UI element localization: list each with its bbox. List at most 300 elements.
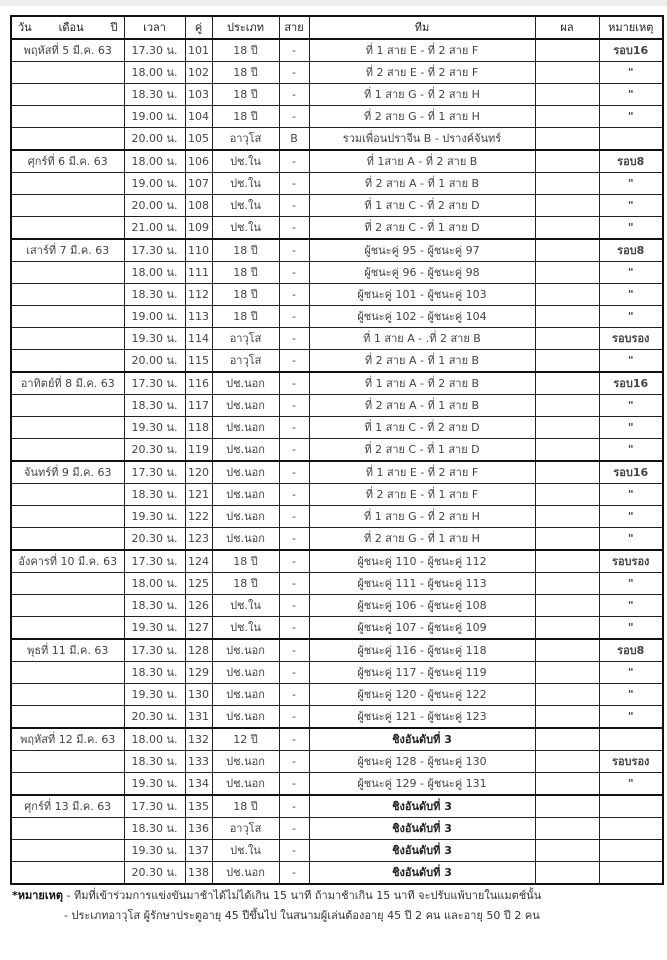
result-cell xyxy=(535,706,599,729)
teams-cell: ผู้ชนะคู่ 121 - ผู้ชนะคู่ 123 xyxy=(309,706,535,729)
pair-number-cell: 103 xyxy=(185,84,212,106)
time-cell: 19.30 น. xyxy=(124,506,185,528)
date-cell xyxy=(11,840,124,862)
table-row xyxy=(11,62,663,84)
category-cell: 18 ปี xyxy=(212,84,279,106)
date-cell: เสาร์ที่ 7 มี.ค. 63 xyxy=(11,239,124,262)
group-line-cell: - xyxy=(279,550,309,573)
pair-number-cell: 105 xyxy=(185,128,212,151)
table-row xyxy=(11,506,663,528)
result-cell xyxy=(535,461,599,484)
time-cell: 18.30 น. xyxy=(124,751,185,773)
teams-cell: ที่ 1 สาย A - .ที่ 2 สาย B xyxy=(309,328,535,350)
group-line-cell: - xyxy=(279,773,309,796)
note-cell: " xyxy=(599,417,663,439)
note-cell: " xyxy=(599,484,663,506)
table-row xyxy=(11,372,663,395)
pair-number-cell: 122 xyxy=(185,506,212,528)
date-cell: พฤหัสที่ 12 มี.ค. 63 xyxy=(11,728,124,751)
group-line-cell: B xyxy=(279,128,309,151)
pair-number-cell: 101 xyxy=(185,39,212,62)
date-cell: พฤหัสที่ 5 มี.ค. 63 xyxy=(11,39,124,62)
date-cell xyxy=(11,195,124,217)
category-cell: 18 ปี xyxy=(212,62,279,84)
footnote-line-1 xyxy=(12,886,662,906)
time-cell: 17.30 น. xyxy=(124,550,185,573)
group-line-cell: - xyxy=(279,395,309,417)
table-row xyxy=(11,706,663,729)
result-cell xyxy=(535,639,599,662)
table-row xyxy=(11,595,663,617)
teams-cell: รวมเพื่อนปราจีน B - ปรางค์จันทร์ xyxy=(309,128,535,151)
table-row xyxy=(11,395,663,417)
result-cell xyxy=(535,840,599,862)
teams-cell: ผู้ชนะคู่ 101 - ผู้ชนะคู่ 103 xyxy=(309,284,535,306)
result-cell xyxy=(535,128,599,151)
category-cell: ปช.นอก xyxy=(212,395,279,417)
time-cell: 20.30 น. xyxy=(124,439,185,462)
note-cell: " xyxy=(599,573,663,595)
teams-cell: ที่ 1 สาย G - ที่ 2 สาย H xyxy=(309,84,535,106)
teams-cell: ที่ 1 สาย A - ที่ 2 สาย B xyxy=(309,372,535,395)
pair-number-cell: 128 xyxy=(185,639,212,662)
date-cell: อาทิตย์ที่ 8 มี.ค. 63 xyxy=(11,372,124,395)
note-cell: " xyxy=(599,62,663,84)
header-time: เวลา xyxy=(124,16,185,39)
date-cell xyxy=(11,751,124,773)
result-cell xyxy=(535,595,599,617)
teams-cell: ที่ 1 สาย C - ที่ 2 สาย D xyxy=(309,417,535,439)
group-line-cell: - xyxy=(279,639,309,662)
table-row xyxy=(11,239,663,262)
pair-number-cell: 113 xyxy=(185,306,212,328)
pair-number-cell: 133 xyxy=(185,751,212,773)
note-cell: รอบ8 xyxy=(599,150,663,173)
teams-cell: ผู้ชนะคู่ 120 - ผู้ชนะคู่ 122 xyxy=(309,684,535,706)
result-cell xyxy=(535,195,599,217)
result-cell xyxy=(535,751,599,773)
teams-cell: ผู้ชนะคู่ 111 - ผู้ชนะคู่ 113 xyxy=(309,573,535,595)
date-cell xyxy=(11,306,124,328)
group-line-cell: - xyxy=(279,728,309,751)
result-cell xyxy=(535,217,599,240)
pair-number-cell: 135 xyxy=(185,795,212,818)
time-cell: 19.30 น. xyxy=(124,773,185,796)
table-row xyxy=(11,528,663,551)
result-cell xyxy=(535,262,599,284)
pair-number-cell: 137 xyxy=(185,840,212,862)
category-cell: ปช.นอก xyxy=(212,439,279,462)
header-date-year: ปี xyxy=(110,21,118,34)
date-cell xyxy=(11,484,124,506)
category-cell: ปช.นอก xyxy=(212,706,279,729)
date-cell xyxy=(11,106,124,128)
group-line-cell: - xyxy=(279,461,309,484)
result-cell xyxy=(535,84,599,106)
group-line-cell: - xyxy=(279,328,309,350)
category-cell: อาวุโส xyxy=(212,818,279,840)
date-cell: จันทร์ที่ 9 มี.ค. 63 xyxy=(11,461,124,484)
date-cell: อังคารที่ 10 มี.ค. 63 xyxy=(11,550,124,573)
date-cell xyxy=(11,617,124,640)
pair-number-cell: 136 xyxy=(185,818,212,840)
match-schedule-table xyxy=(10,15,664,885)
group-line-cell: - xyxy=(279,862,309,885)
time-cell: 17.30 น. xyxy=(124,39,185,62)
pair-number-cell: 126 xyxy=(185,595,212,617)
result-cell xyxy=(535,728,599,751)
note-cell: " xyxy=(599,773,663,796)
time-cell: 18.30 น. xyxy=(124,84,185,106)
result-cell xyxy=(535,62,599,84)
group-line-cell: - xyxy=(279,840,309,862)
category-cell: ปช.นอก xyxy=(212,662,279,684)
group-line-cell: - xyxy=(279,439,309,462)
time-cell: 17.30 น. xyxy=(124,372,185,395)
time-cell: 19.00 น. xyxy=(124,106,185,128)
group-line-cell: - xyxy=(279,217,309,240)
date-cell xyxy=(11,328,124,350)
teams-cell: ผู้ชนะคู่ 96 - ผู้ชนะคู่ 98 xyxy=(309,262,535,284)
pair-number-cell: 124 xyxy=(185,550,212,573)
category-cell: ปช.นอก xyxy=(212,417,279,439)
group-line-cell: - xyxy=(279,106,309,128)
pair-number-cell: 134 xyxy=(185,773,212,796)
category-cell: ปช.ใน xyxy=(212,173,279,195)
date-cell xyxy=(11,173,124,195)
table-row xyxy=(11,751,663,773)
category-cell: ปช.นอก xyxy=(212,484,279,506)
pair-number-cell: 132 xyxy=(185,728,212,751)
header-type: ประเภท xyxy=(212,16,279,39)
teams-cell: ชิงอันดับที่ 3 xyxy=(309,795,535,818)
result-cell xyxy=(535,662,599,684)
category-cell: ปช.นอก xyxy=(212,684,279,706)
note-cell xyxy=(599,818,663,840)
result-cell xyxy=(535,617,599,640)
result-cell xyxy=(535,395,599,417)
note-cell: " xyxy=(599,306,663,328)
time-cell: 17.30 น. xyxy=(124,461,185,484)
footnote-line-2 xyxy=(12,906,662,926)
table-row xyxy=(11,284,663,306)
note-cell: " xyxy=(599,595,663,617)
category-cell: ปช.ใน xyxy=(212,595,279,617)
pair-number-cell: 112 xyxy=(185,284,212,306)
table-row xyxy=(11,150,663,173)
note-cell: " xyxy=(599,173,663,195)
teams-cell: ชิงอันดับที่ 3 xyxy=(309,818,535,840)
teams-cell: ชิงอันดับที่ 3 xyxy=(309,728,535,751)
footnote-text-1: - ทีมที่เข้าร่วมการแข่งขันมาช้าได้ไม่ได้เกิน 15 นาที ถ้ามาช้าเกิน 15 นาที จะปรับแพ้บายในแมตช์นั้น xyxy=(66,889,542,902)
category-cell: ปช.นอก xyxy=(212,862,279,885)
result-cell xyxy=(535,284,599,306)
table-row xyxy=(11,484,663,506)
teams-cell: ผู้ชนะคู่ 117 - ผู้ชนะคู่ 119 xyxy=(309,662,535,684)
time-cell: 19.30 น. xyxy=(124,417,185,439)
note-cell: รอบ8 xyxy=(599,639,663,662)
time-cell: 20.00 น. xyxy=(124,195,185,217)
teams-cell: ที่ 2 สาย G - ที่ 1 สาย H xyxy=(309,106,535,128)
date-cell: ศุกร์ที่ 6 มี.ค. 63 xyxy=(11,150,124,173)
date-cell xyxy=(11,595,124,617)
pair-number-cell: 108 xyxy=(185,195,212,217)
table-row xyxy=(11,84,663,106)
date-cell xyxy=(11,350,124,373)
date-cell xyxy=(11,506,124,528)
teams-cell: ที่ 2 สาย C - ที่ 1 สาย D xyxy=(309,439,535,462)
pair-number-cell: 102 xyxy=(185,62,212,84)
date-cell xyxy=(11,662,124,684)
table-row xyxy=(11,217,663,240)
pair-number-cell: 106 xyxy=(185,150,212,173)
time-cell: 20.00 น. xyxy=(124,128,185,151)
pair-number-cell: 120 xyxy=(185,461,212,484)
header-result: ผล xyxy=(535,16,599,39)
group-line-cell: - xyxy=(279,84,309,106)
time-cell: 17.30 น. xyxy=(124,639,185,662)
top-margin-strip xyxy=(0,0,667,6)
category-cell: 12 ปี xyxy=(212,728,279,751)
group-line-cell: - xyxy=(279,350,309,373)
teams-cell: ชิงอันดับที่ 3 xyxy=(309,862,535,885)
pair-number-cell: 117 xyxy=(185,395,212,417)
teams-cell: ชิงอันดับที่ 3 xyxy=(309,840,535,862)
note-cell: " xyxy=(599,617,663,640)
header-pair: คู่ xyxy=(185,16,212,39)
time-cell: 18.00 น. xyxy=(124,62,185,84)
note-cell: " xyxy=(599,439,663,462)
result-cell xyxy=(535,239,599,262)
table-row xyxy=(11,128,663,151)
table-row xyxy=(11,617,663,640)
category-cell: ปช.นอก xyxy=(212,528,279,551)
footnote-label: *หมายเหตุ xyxy=(12,889,64,902)
time-cell: 20.30 น. xyxy=(124,528,185,551)
date-cell xyxy=(11,773,124,796)
pair-number-cell: 121 xyxy=(185,484,212,506)
footnote-text-2: - ประเภทอาวุโส ผู้รักษาประตูอายุ 45 ปีขึ้นไป ในสนามผู้เล่นต้องอายุ 45 ปี 2 คน และอายุ 50 ปี 2 คน xyxy=(64,909,540,922)
note-cell: รอบ16 xyxy=(599,372,663,395)
note-cell: " xyxy=(599,528,663,551)
time-cell: 19.30 น. xyxy=(124,684,185,706)
category-cell: ปช.ใน xyxy=(212,195,279,217)
group-line-cell: - xyxy=(279,150,309,173)
note-cell xyxy=(599,862,663,885)
table-row xyxy=(11,840,663,862)
note-cell: รอบ16 xyxy=(599,39,663,62)
date-cell: ศุกร์ที่ 13 มี.ค. 63 xyxy=(11,795,124,818)
category-cell: ปช.นอก xyxy=(212,461,279,484)
date-cell xyxy=(11,262,124,284)
note-cell: " xyxy=(599,284,663,306)
pair-number-cell: 115 xyxy=(185,350,212,373)
category-cell: 18 ปี xyxy=(212,262,279,284)
result-cell xyxy=(535,862,599,885)
result-cell xyxy=(535,550,599,573)
result-cell xyxy=(535,417,599,439)
teams-cell: ที่ 2 สาย E - ที่ 1 สาย F xyxy=(309,484,535,506)
table-row xyxy=(11,350,663,373)
note-cell: " xyxy=(599,506,663,528)
table-row xyxy=(11,639,663,662)
pair-number-cell: 104 xyxy=(185,106,212,128)
result-cell xyxy=(535,350,599,373)
group-line-cell: - xyxy=(279,62,309,84)
note-cell xyxy=(599,840,663,862)
pair-number-cell: 130 xyxy=(185,684,212,706)
time-cell: 18.30 น. xyxy=(124,484,185,506)
result-cell xyxy=(535,818,599,840)
note-cell: รอบรอง xyxy=(599,328,663,350)
teams-cell: ผู้ชนะคู่ 95 - ผู้ชนะคู่ 97 xyxy=(309,239,535,262)
result-cell xyxy=(535,372,599,395)
pair-number-cell: 127 xyxy=(185,617,212,640)
table-header-row xyxy=(11,16,663,39)
group-line-cell: - xyxy=(279,173,309,195)
time-cell: 19.30 น. xyxy=(124,617,185,640)
note-cell: " xyxy=(599,84,663,106)
table-row xyxy=(11,773,663,796)
time-cell: 18.30 น. xyxy=(124,595,185,617)
header-note: หมายเหตุ xyxy=(599,16,663,39)
time-cell: 17.30 น. xyxy=(124,239,185,262)
category-cell: ปช.นอก xyxy=(212,773,279,796)
header-date xyxy=(11,16,124,39)
table-row xyxy=(11,195,663,217)
date-cell xyxy=(11,417,124,439)
note-cell: " xyxy=(599,262,663,284)
group-line-cell: - xyxy=(279,595,309,617)
teams-cell: ผู้ชนะคู่ 106 - ผู้ชนะคู่ 108 xyxy=(309,595,535,617)
header-date-day: วัน xyxy=(18,21,32,34)
date-cell xyxy=(11,217,124,240)
time-cell: 20.30 น. xyxy=(124,706,185,729)
teams-cell: ที่ 2 สาย A - ที่ 1 สาย B xyxy=(309,350,535,373)
table-row xyxy=(11,818,663,840)
date-cell xyxy=(11,862,124,885)
date-cell xyxy=(11,62,124,84)
teams-cell: ที่ 1สาย A - ที่ 2 สาย B xyxy=(309,150,535,173)
time-cell: 19.00 น. xyxy=(124,306,185,328)
category-cell: ปช.ใน xyxy=(212,617,279,640)
teams-cell: ที่ 1 สาย G - ที่ 2 สาย H xyxy=(309,506,535,528)
group-line-cell: - xyxy=(279,417,309,439)
date-cell xyxy=(11,818,124,840)
date-cell xyxy=(11,573,124,595)
category-cell: ปช.นอก xyxy=(212,372,279,395)
result-cell xyxy=(535,106,599,128)
category-cell: อาวุโส xyxy=(212,328,279,350)
table-row xyxy=(11,39,663,62)
group-line-cell: - xyxy=(279,239,309,262)
result-cell xyxy=(535,773,599,796)
result-cell xyxy=(535,173,599,195)
date-cell xyxy=(11,439,124,462)
teams-cell: ผู้ชนะคู่ 116 - ผู้ชนะคู่ 118 xyxy=(309,639,535,662)
pair-number-cell: 129 xyxy=(185,662,212,684)
date-cell xyxy=(11,706,124,729)
group-line-cell: - xyxy=(279,617,309,640)
result-cell xyxy=(535,484,599,506)
result-cell xyxy=(535,573,599,595)
pair-number-cell: 111 xyxy=(185,262,212,284)
note-cell: " xyxy=(599,395,663,417)
group-line-cell: - xyxy=(279,484,309,506)
group-line-cell: - xyxy=(279,751,309,773)
table-row xyxy=(11,106,663,128)
table-row xyxy=(11,550,663,573)
result-cell xyxy=(535,506,599,528)
time-cell: 21.00 น. xyxy=(124,217,185,240)
group-line-cell: - xyxy=(279,262,309,284)
note-cell: " xyxy=(599,195,663,217)
teams-cell: ผู้ชนะคู่ 102 - ผู้ชนะคู่ 104 xyxy=(309,306,535,328)
group-line-cell: - xyxy=(279,506,309,528)
group-line-cell: - xyxy=(279,706,309,729)
group-line-cell: - xyxy=(279,528,309,551)
category-cell: อาวุโส xyxy=(212,128,279,151)
time-cell: 19.30 น. xyxy=(124,840,185,862)
time-cell: 18.30 น. xyxy=(124,284,185,306)
table-row xyxy=(11,306,663,328)
date-cell xyxy=(11,395,124,417)
date-cell xyxy=(11,284,124,306)
table-row xyxy=(11,862,663,885)
group-line-cell: - xyxy=(279,662,309,684)
category-cell: 18 ปี xyxy=(212,106,279,128)
table-row xyxy=(11,328,663,350)
pair-number-cell: 109 xyxy=(185,217,212,240)
pair-number-cell: 114 xyxy=(185,328,212,350)
category-cell: 18 ปี xyxy=(212,573,279,595)
teams-cell: ผู้ชนะคู่ 107 - ผู้ชนะคู่ 109 xyxy=(309,617,535,640)
table-row xyxy=(11,662,663,684)
group-line-cell: - xyxy=(279,372,309,395)
result-cell xyxy=(535,439,599,462)
group-line-cell: - xyxy=(279,795,309,818)
teams-cell: ที่ 1 สาย E - ที่ 2 สาย F xyxy=(309,39,535,62)
note-cell: รอบรอง xyxy=(599,550,663,573)
pair-number-cell: 123 xyxy=(185,528,212,551)
category-cell: อาวุโส xyxy=(212,350,279,373)
group-line-cell: - xyxy=(279,195,309,217)
time-cell: 18.00 น. xyxy=(124,262,185,284)
time-cell: 18.00 น. xyxy=(124,573,185,595)
note-cell: " xyxy=(599,706,663,729)
note-cell: " xyxy=(599,350,663,373)
table-row xyxy=(11,461,663,484)
category-cell: ปช.นอก xyxy=(212,506,279,528)
header-team: ทีม xyxy=(309,16,535,39)
pair-number-cell: 107 xyxy=(185,173,212,195)
group-line-cell: - xyxy=(279,684,309,706)
pair-number-cell: 125 xyxy=(185,573,212,595)
teams-cell: ที่ 2 สาย A - ที่ 1 สาย B xyxy=(309,395,535,417)
table-row xyxy=(11,439,663,462)
time-cell: 18.30 น. xyxy=(124,662,185,684)
group-line-cell: - xyxy=(279,284,309,306)
note-cell: " xyxy=(599,684,663,706)
time-cell: 20.30 น. xyxy=(124,862,185,885)
time-cell: 19.30 น. xyxy=(124,328,185,350)
date-cell: พุธที่ 11 มี.ค. 63 xyxy=(11,639,124,662)
note-cell: รอบ8 xyxy=(599,239,663,262)
group-line-cell: - xyxy=(279,39,309,62)
note-cell: " xyxy=(599,662,663,684)
teams-cell: ที่ 1 สาย E - ที่ 2 สาย F xyxy=(309,461,535,484)
table-row xyxy=(11,795,663,818)
